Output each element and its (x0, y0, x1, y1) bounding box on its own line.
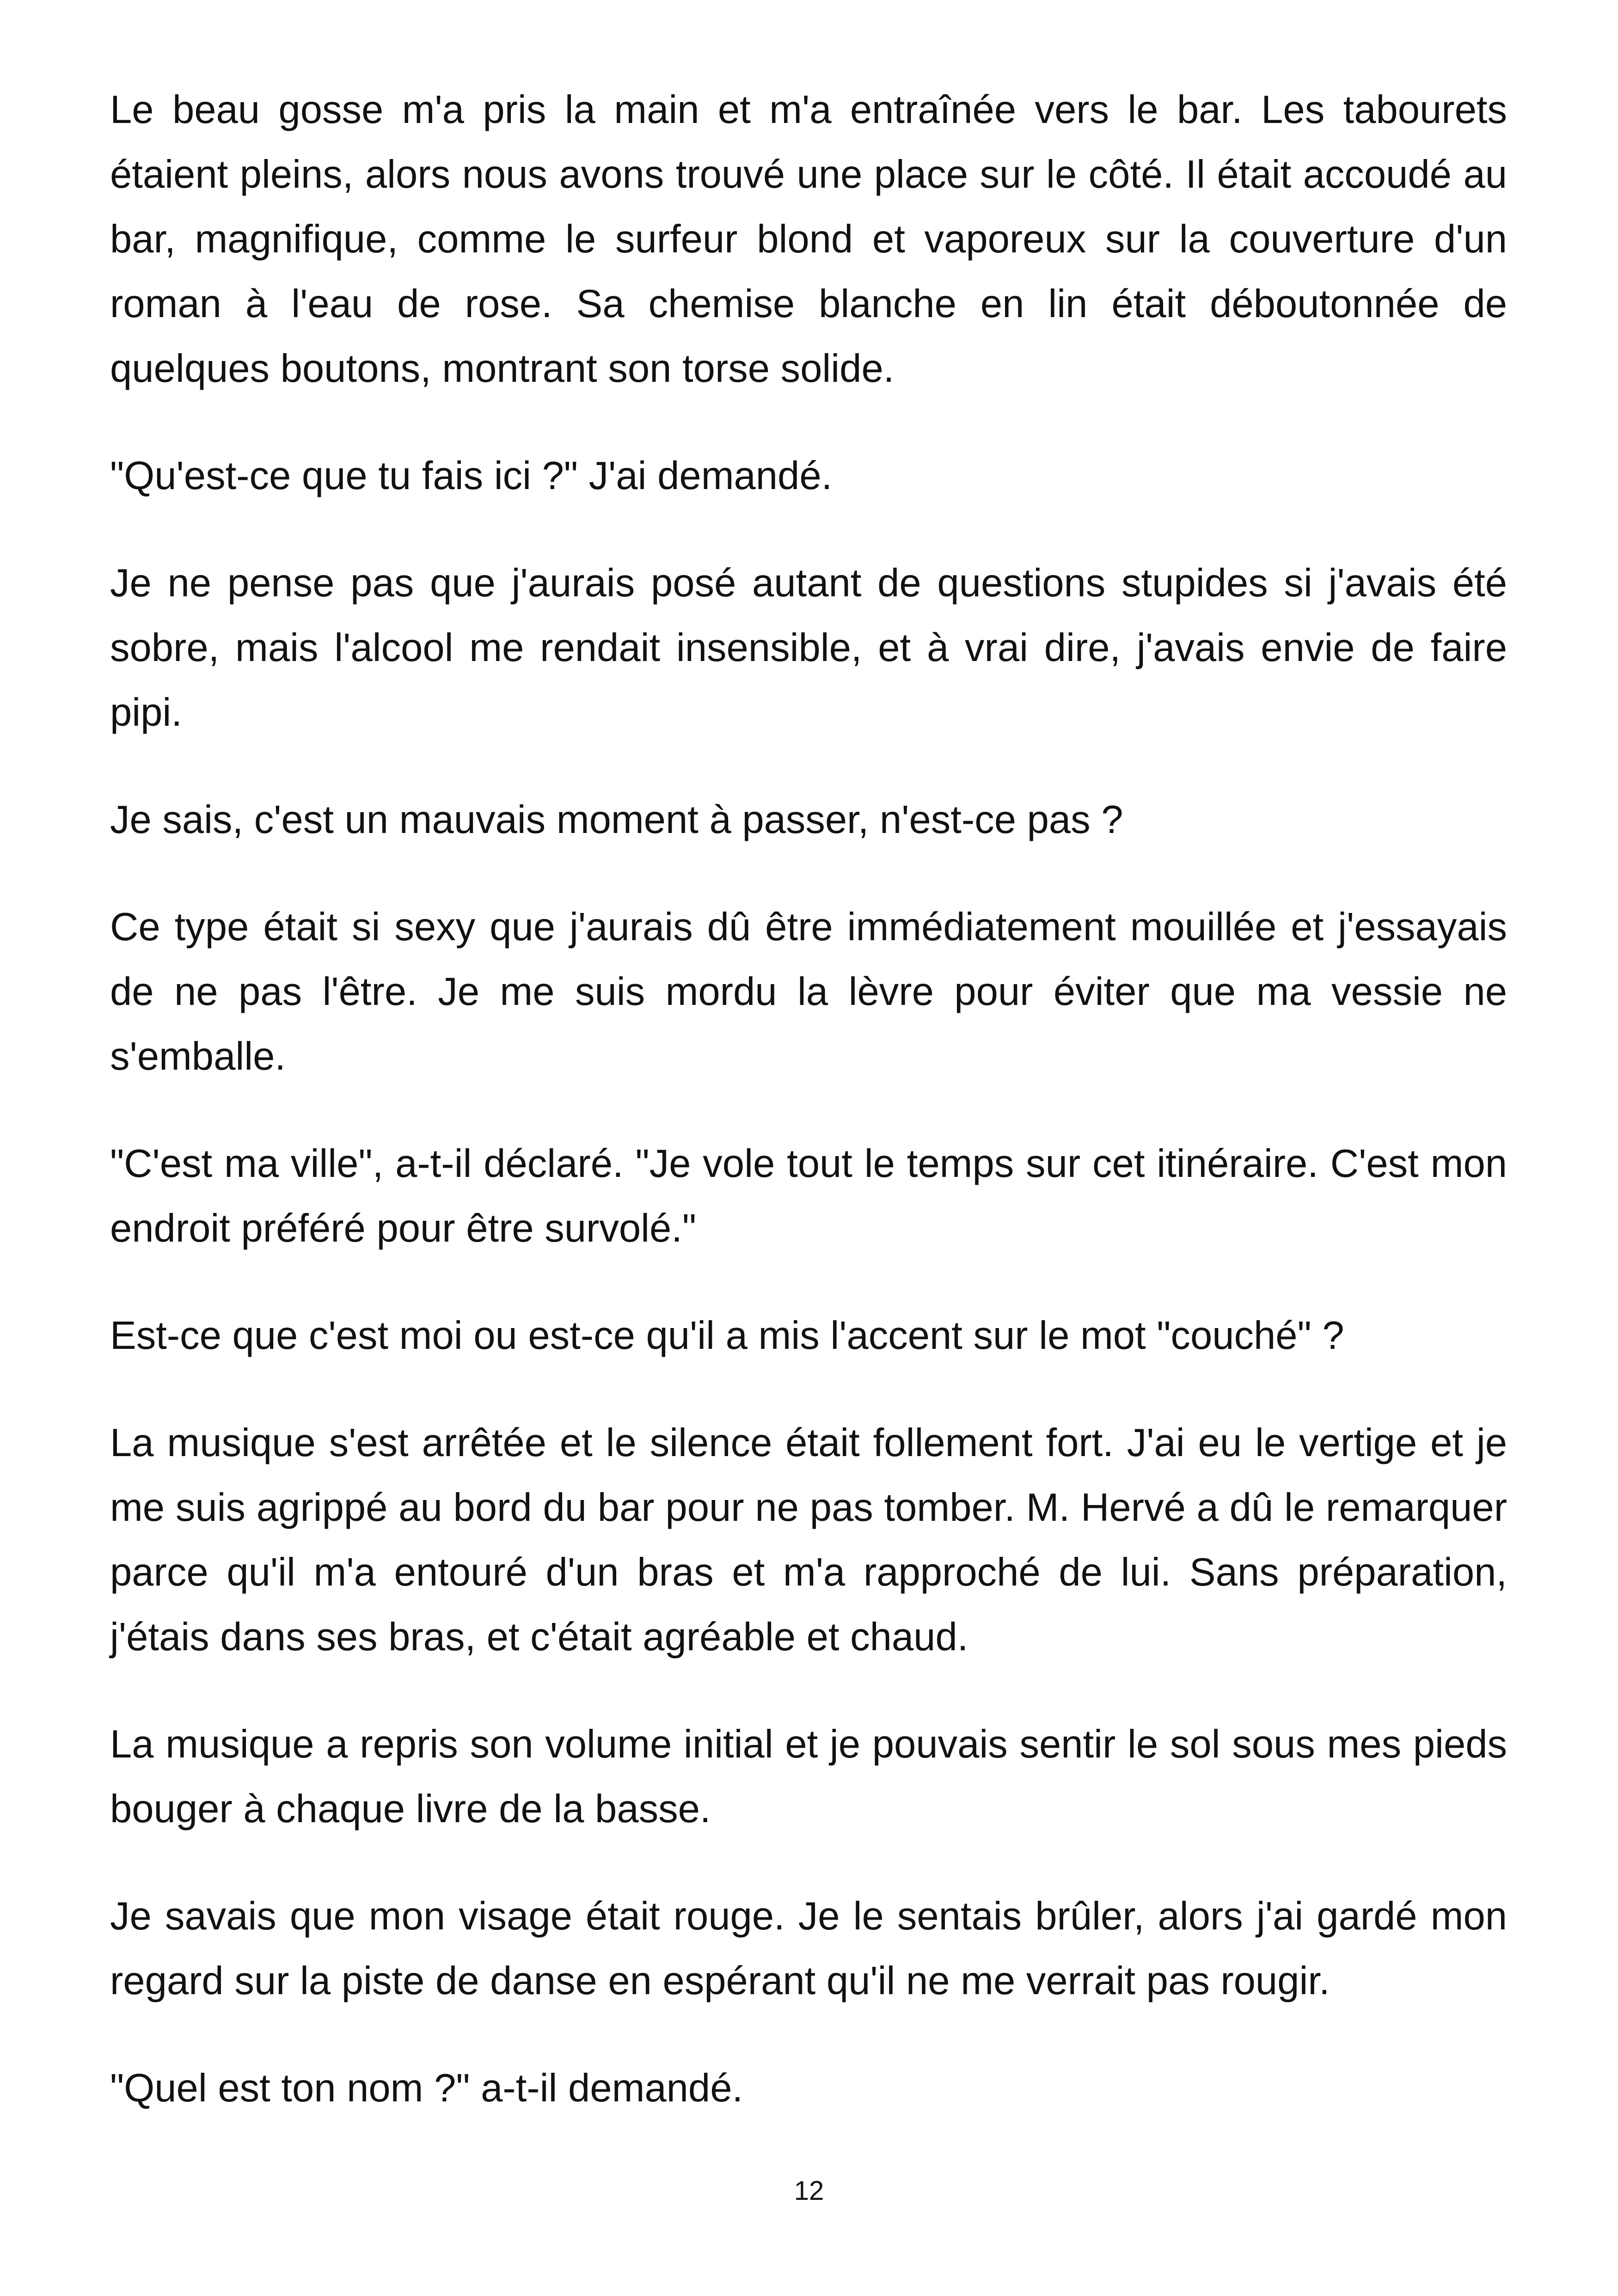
paragraph-11: "Quel est ton nom ?" a-t-il demandé. (110, 2066, 743, 2110)
paragraph-4: Je sais, c'est un mauvais moment à passer, n'est-ce pas ? (110, 798, 1123, 842)
paragraph-2: "Qu'est-ce que tu fais ici ?" J'ai demandé. (110, 454, 833, 498)
paragraph-5: Ce type était si sexy que j'aurais dû être immédiatement mouillée et j'essayais de ne pas l'être. Je me suis mordu la lèvre pour éviter que ma vessie ne s'emballe. (110, 905, 1507, 1078)
page-body (110, 78, 1507, 2163)
page-number: 12 (794, 2176, 824, 2206)
paragraph-3: Je ne pense pas que j'aurais posé autant de questions stupides si j'avais été sobre, mais l'alcool me rendait insensible, et à vrai dire, j'avais envie de faire pipi. (110, 561, 1507, 735)
paragraph-9: La musique a repris son volume initial et je pouvais sentir le sol sous mes pieds bouger à chaque livre de la basse. (110, 1722, 1507, 1831)
paragraph-8: La musique s'est arrêtée et le silence était follement fort. J'ai eu le vertige et je me suis agrippé au bord du bar pour ne pas tomber. M. Hervé a dû le remarquer parce qu'il m'a entouré d'un bras et m'a rapproché de lui. Sans préparation, j'étais dans ses bras, et c'était agréable et chaud. (110, 1421, 1507, 1659)
paragraph-1: Le beau gosse m'a pris la main et m'a entraînée vers le bar. Les tabourets étaient pleins, alors nous avons trouvé une place sur le côté. Il était accoudé au bar, magnifique, comme le surfeur blond et vaporeux sur la couverture d'un roman à l'eau de rose. Sa chemise blanche en lin était déboutonnée de quelques boutons, montrant son torse solide. (110, 88, 1507, 391)
paragraph-10: Je savais que mon visage était rouge. Je le sentais brûler, alors j'ai gardé mon regard sur la piste de danse en espérant qu'il ne me verrait pas rougir. (110, 1894, 1507, 2003)
paragraph-6: "C'est ma ville", a-t-il déclaré. "Je vole tout le temps sur cet itinéraire. C'est mon endroit préféré pour être survolé." (110, 1142, 1507, 1250)
paragraph-7: Est-ce que c'est moi ou est-ce qu'il a mis l'accent sur le mot "couché" ? (110, 1314, 1344, 1358)
